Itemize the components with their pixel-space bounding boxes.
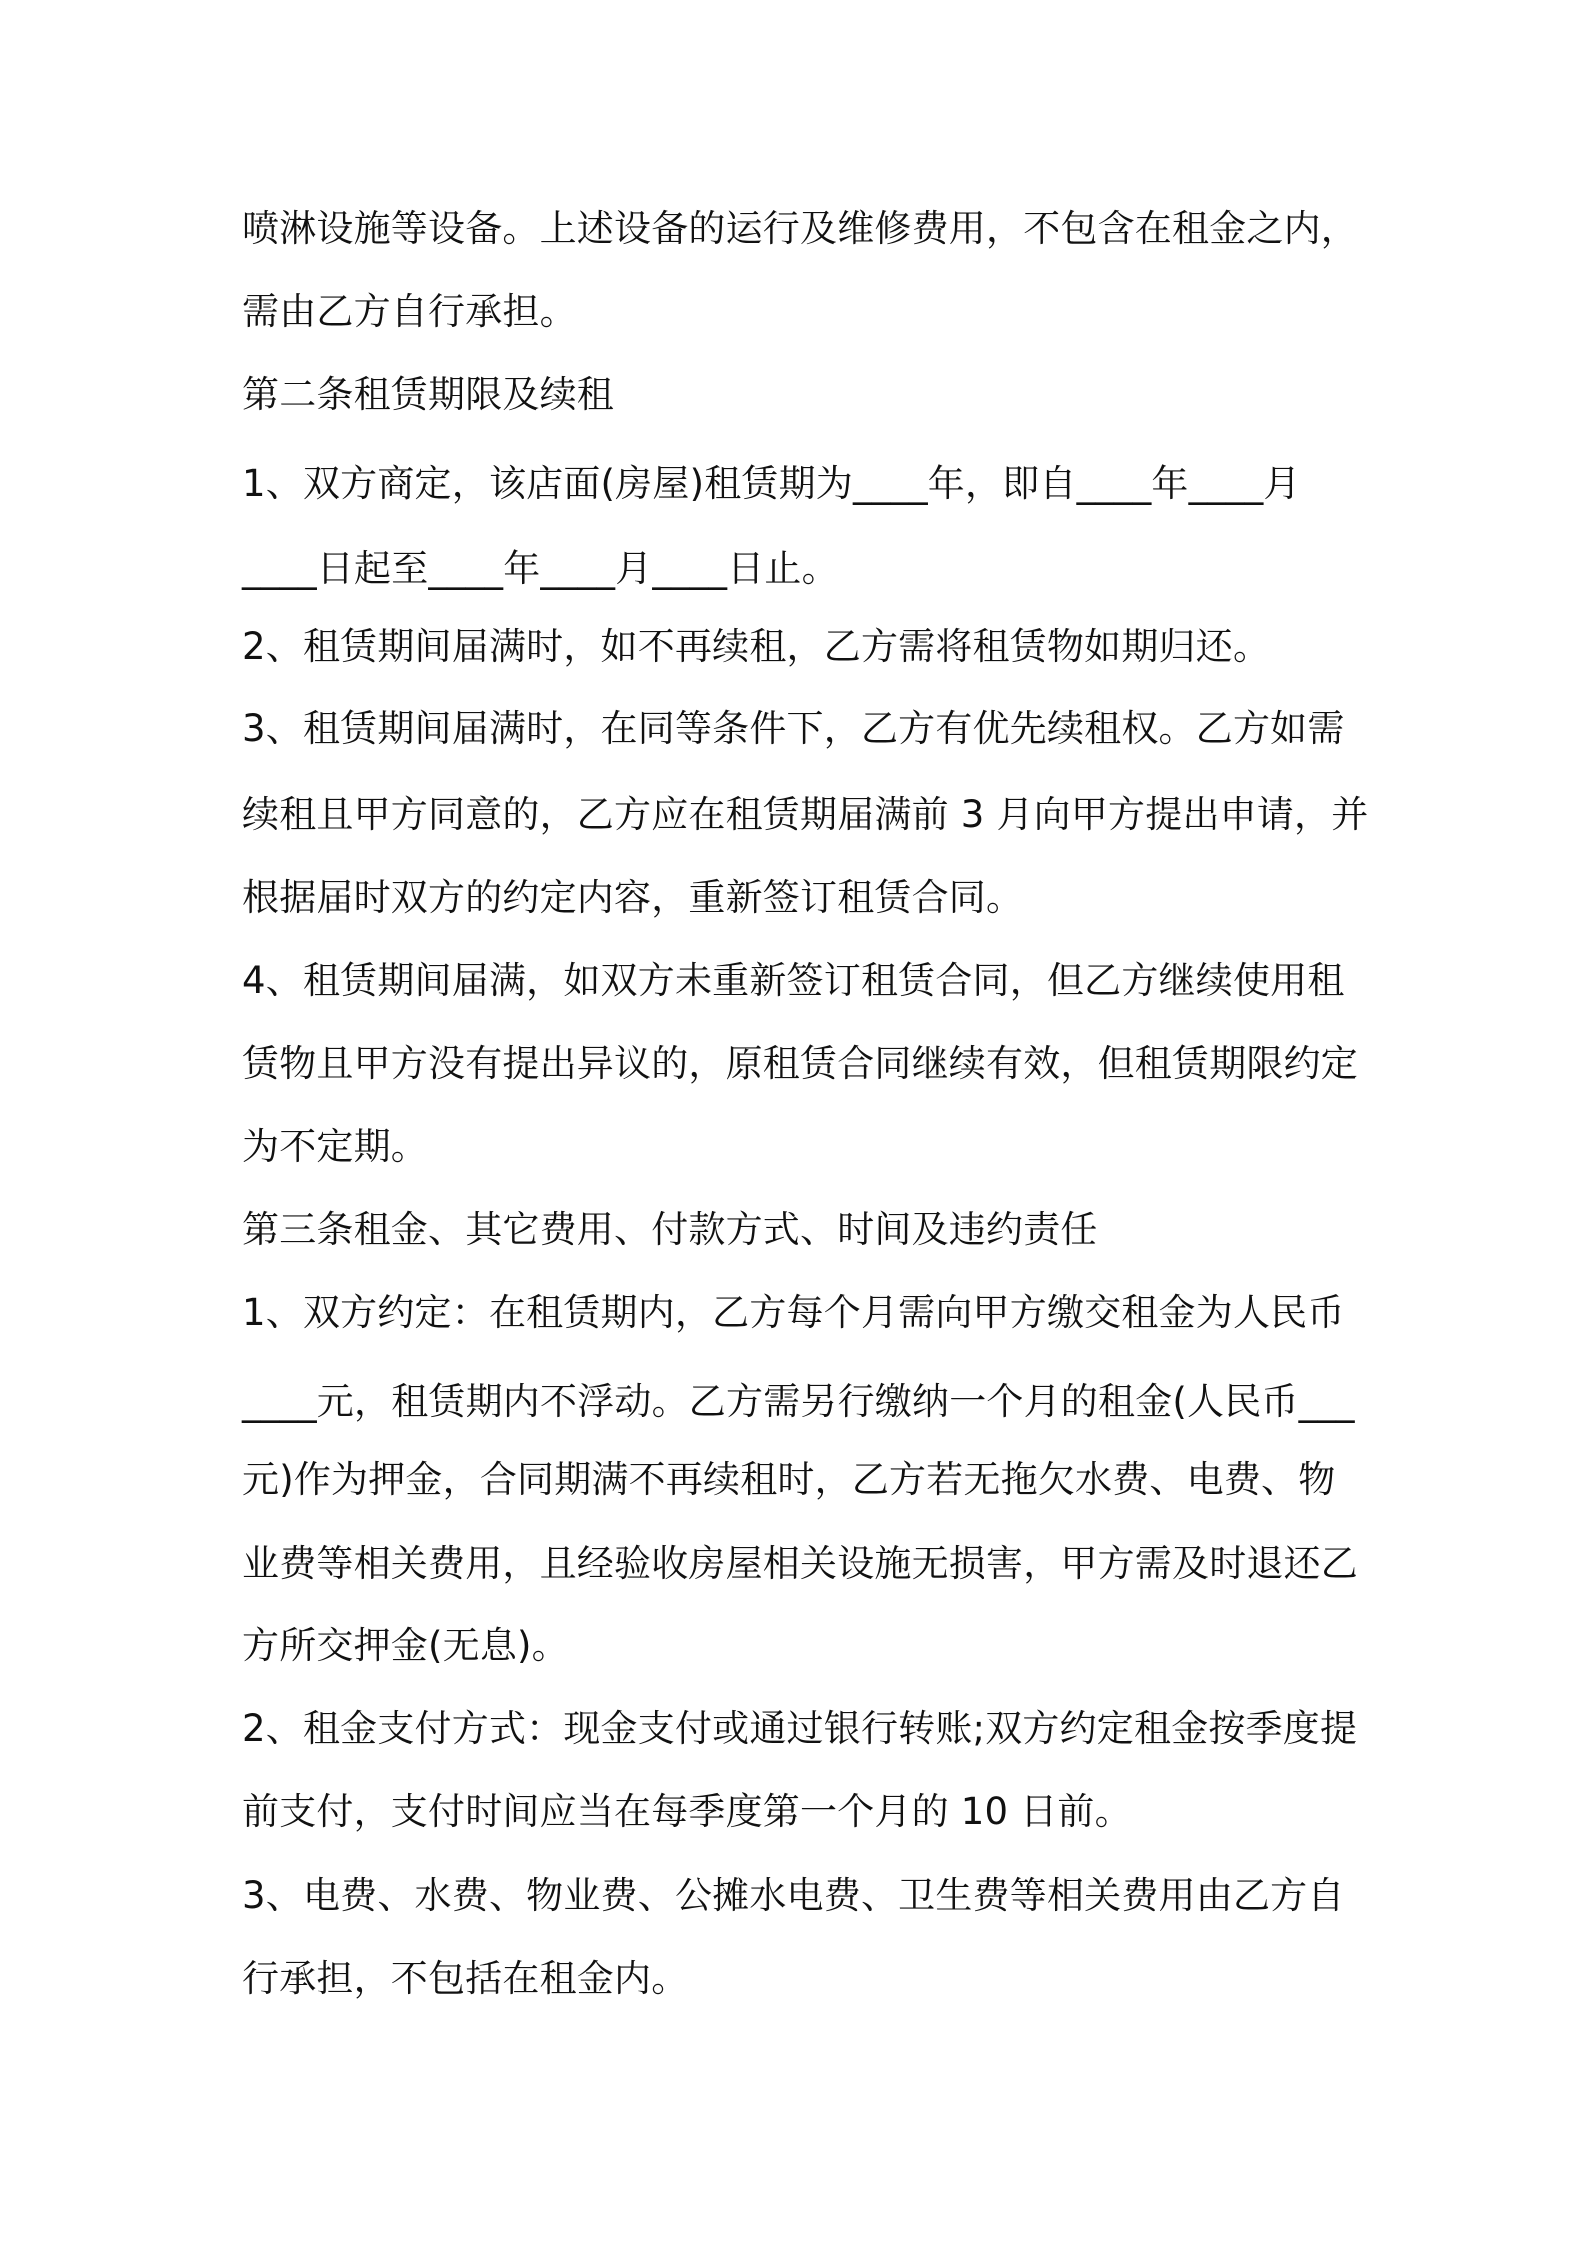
section-heading: 第二条租赁期限及续租 bbox=[242, 373, 614, 416]
paragraph-line: 3、租赁期间届满时，在同等条件下，乙方有优先续租权。乙方如需 bbox=[242, 707, 1345, 750]
paragraph-line: 需由乙方自行承担。 bbox=[242, 290, 577, 333]
paragraph-line: 1、双方约定：在租赁期内，乙方每个月需向甲方缴交租金为人民币 bbox=[242, 1291, 1345, 1334]
paragraph-line: 2、租赁期间届满时，如不再续租，乙方需将租赁物如期归还。 bbox=[242, 625, 1271, 668]
paragraph-line: 根据届时双方的约定内容，重新签订租赁合同。 bbox=[242, 876, 1024, 919]
paragraph-line: 为不定期。 bbox=[242, 1125, 428, 1168]
section-heading: 第三条租金、其它费用、付款方式、时间及违约责任 bbox=[242, 1208, 1098, 1251]
paragraph-line: 喷淋设施等设备。上述设备的运行及维修费用，不包含在租金之内， bbox=[242, 207, 1358, 250]
paragraph-line: 1、双方商定，该店面(房屋)租赁期为____年，即自____年____月 bbox=[242, 462, 1301, 505]
paragraph-line: 4、租赁期间届满，如双方未重新签订租赁合同，但乙方继续使用租 bbox=[242, 959, 1345, 1002]
paragraph-line: ____日起至____年____月____日止。 bbox=[242, 547, 839, 590]
paragraph-line: 赁物且甲方没有提出异议的，原租赁合同继续有效，但租赁期限约定 bbox=[242, 1042, 1358, 1085]
paragraph-line: 业费等相关费用，且经验收房屋相关设施无损害，甲方需及时退还乙 bbox=[242, 1542, 1358, 1585]
paragraph-line: ____元，租赁期内不浮动。乙方需另行缴纳一个月的租金(人民币___ bbox=[242, 1380, 1355, 1423]
paragraph-line: 方所交押金(无息)。 bbox=[242, 1624, 569, 1667]
paragraph-line: 前支付，支付时间应当在每季度第一个月的 10 日前。 bbox=[242, 1790, 1132, 1833]
paragraph-line: 续租且甲方同意的，乙方应在租赁期届满前 3 月向甲方提出申请，并 bbox=[242, 793, 1369, 836]
paragraph-line: 2、租金支付方式：现金支付或通过银行转账;双方约定租金按季度提 bbox=[242, 1707, 1358, 1750]
paragraph-line: 行承担，不包括在租金内。 bbox=[242, 1957, 689, 2000]
paragraph-line: 3、电费、水费、物业费、公摊水电费、卫生费等相关费用由乙方自 bbox=[242, 1874, 1345, 1917]
paragraph-line: 元)作为押金，合同期满不再续租时，乙方若无拖欠水费、电费、物 bbox=[242, 1458, 1336, 1501]
